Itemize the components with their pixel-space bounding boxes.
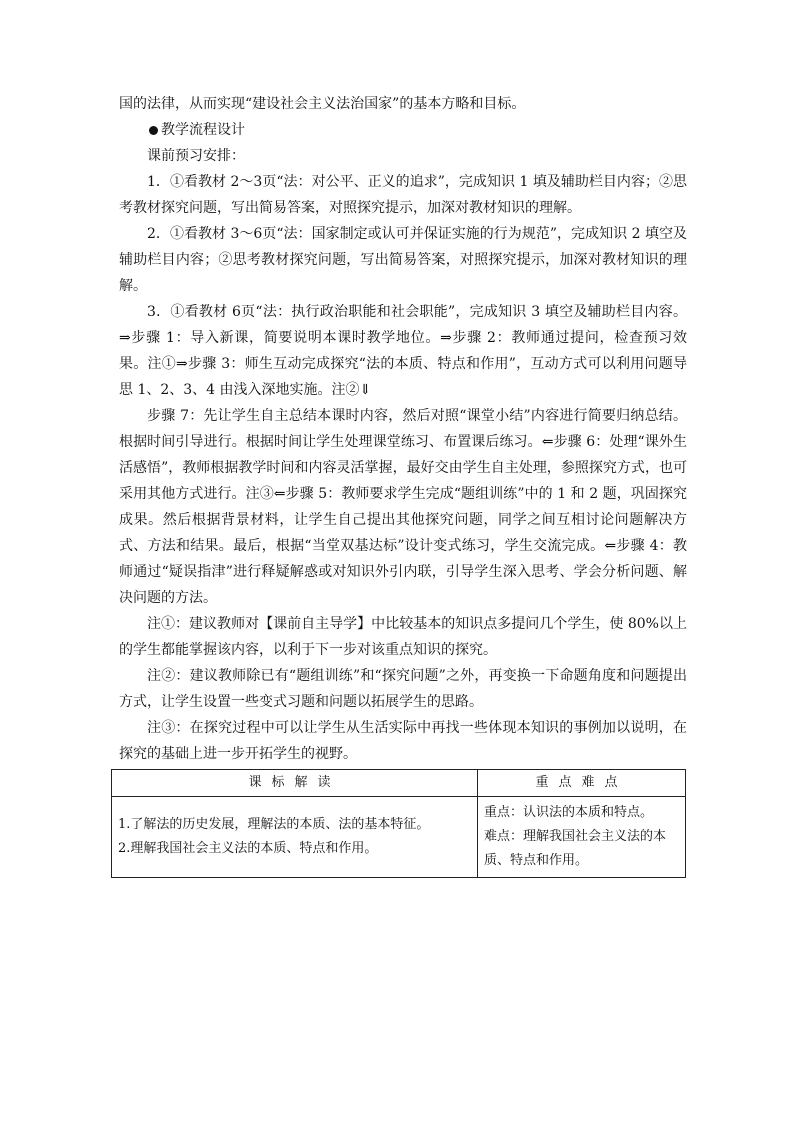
curriculum-table-wrapper — [111, 769, 687, 878]
curriculum-item: 2.理解我国社会主义法的本质、特点和作用。 — [118, 841, 378, 856]
header-key-difficult-points: 重点难点 — [478, 770, 686, 797]
intro-line: 国的法律，从而实现“建设社会主义法治国家”的基本方略和目标。 — [119, 96, 526, 112]
header-curriculum-interpretation: 课标解读 — [112, 770, 478, 797]
note-2: 注②：建议教师除已有“题组训练”和“探究问题”之外，再变换一下命题角度和问题提出方式，让学生设置一些变式习题和问题以拓展学生的思路。 — [119, 668, 687, 710]
key-point-item: 重点：认识法的本质和特点。 — [484, 805, 654, 820]
step-paragraph-4: 步骤 7：先让学生自主总结本课时内容，然后对照“课堂小结”内容进行简要归纳总结。根据时间引导进行。根据时间让学生处理课堂练习、布置课后练习。⇐步骤 6：处理“课外生活感悟”，教师根据教学时间和内容灵活掌握，最好交由学生自主处理，参照探究方式，也可采用其他方式进行。注③⇐步骤 5：教师要求学生完成“题组训练”中的 1 和 2 题，巩固探究成果。然后根据背景材料，让学生自己提出其他探究问题，同学之间互相讨论问题解决方式、方法和结果。最后，根据“当堂双基达标”设计变式练习，学生交流完成。⇐步骤 4：教师通过“疑误指津”进行释疑解惑或对知识外引内联，引导学生深入思考、学会分析问题、解决问题的方法。 — [119, 408, 687, 606]
flow-heading — [119, 117, 687, 143]
bullet-icon — [149, 126, 158, 135]
key-points-cell — [478, 797, 686, 878]
preview-heading: 课前预习安排： — [147, 148, 245, 164]
note-3: 注③：在探究过程中可以让学生从生活实际中再找一些体现本知识的事例加以说明，在探究的基础上进一步开拓学生的视野。 — [119, 720, 687, 762]
difficult-point-item: 难点：理解我国社会主义法的本质、特点和作用。 — [484, 829, 667, 868]
step-paragraph-2: 2．①看教材 3～6页“法：国家制定或认可并保证实施的行为规范”，完成知识 2 填空及辅助栏目内容；②思考教材探究问题，写出简易答案，对照探究提示，加深对教材知识的理解。 — [119, 226, 687, 294]
curriculum-item: 1.了解法的历史发展，理解法的本质、法的基本特征。 — [118, 817, 430, 832]
flow-heading-text: 教学流程设计 — [161, 122, 245, 138]
step-paragraph-1: 1．①看教材 2～3页“法：对公平、正义的追求”，完成知识 1 填及辅助栏目内容；②思考教材探究问题，写出简易答案，对照探究提示，加深对教材知识的理解。 — [119, 174, 687, 216]
curriculum-table — [111, 769, 686, 878]
page-content — [119, 91, 687, 878]
table-header-row — [112, 770, 686, 797]
curriculum-items-cell — [112, 797, 478, 878]
note-1: 注①：建议教师对【课前自主导学】中比较基本的知识点多提问几个学生，使 80%以上的学生都能掌握该内容，以利于下一步对该重点知识的探究。 — [119, 616, 687, 658]
step-paragraph-3: 3．①看教材 6页“法：执行政治职能和社会职能”，完成知识 3 填空及辅助栏目内容。⇒步骤 1：导入新课，简要说明本课时教学地位。⇒步骤 2：教师通过提问，检查预习效果。注①⇒步骤 3：师生互动完成探究“法的本质、特点和作用”，互动方式可以利用问题导思 1、2、3、4 由浅入深地实施。注②⇓ — [119, 304, 687, 398]
table-row — [112, 797, 686, 878]
